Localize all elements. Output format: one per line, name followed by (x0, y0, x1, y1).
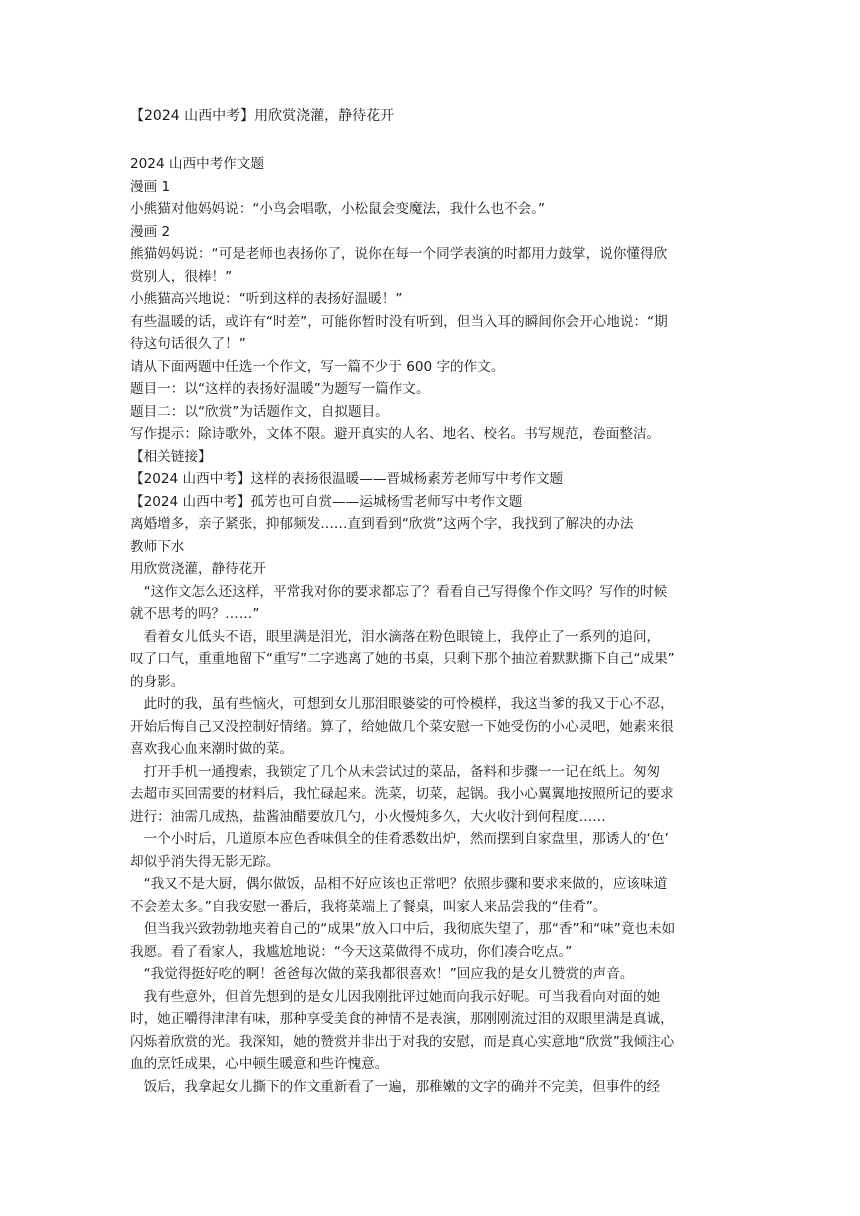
prompt-line: 赏别人，很棒！” (130, 268, 233, 285)
essay-line: 闪烁着欣赏的光。我深知，她的赞赏并非出于对我的安慰，而是真心实意地“欣赏”我倾注心 (130, 1033, 675, 1050)
essay-line: 但当我兴致勃勃地夹着自己的“成果”放入口中后，我彻底失望了，那“香”和“味”竟也未如 (130, 921, 676, 937)
essay-line: 我愿。看了看家人，我尴尬地说：“今天这菜做得不成功，你们凑合吃点。” (130, 943, 573, 960)
prompt-line: 题目二：以“欣赏”为话题作文，自拟题目。 (130, 403, 389, 420)
essay-line: 饭后，我拿起女儿撕下的作文重新看了一遍，那稚嫩的文字的确并不完美，但事件的经 (130, 1078, 661, 1095)
essay-line: 不会差太多。”自我安慰一番后，我将菜端上了餐桌，叫家人来品尝我的“佳肴”。 (130, 898, 607, 915)
essay-line: 此时的我，虽有些恼火，可想到女儿那泪眼婆娑的可怜模样，我这当爹的我又于心不忍， (130, 696, 674, 712)
essay-line: “我又不是大厨，偶尔做饭，品相不好应该也正常吧？依照步骤和要求来做的，应该味道 (130, 876, 668, 892)
essay-line: 一个小时后，几道原本应色香味俱全的佳肴悉数出炉，然而摆到自家盘里，那诱人的‘色’ (130, 831, 669, 847)
essay-line: “我觉得挺好吃的啊！爸爸每次做的菜我都很喜欢！”回应我的是女儿赞赏的声音。 (130, 966, 634, 982)
related-link[interactable]: 离婚增多，亲子紧张，抑郁频发……直到看到“欣赏”这两个字，我找到了解决的办法 (130, 516, 634, 532)
essay-body (130, 581, 735, 1099)
prompt-line: 请从下面两题中任选一个作文，写一篇不少于 600 字的作文。 (130, 358, 505, 375)
essay-line: 叹了口气，重重地留下“重写”二字逃离了她的书桌，只剩下那个抽泣着默默撕下自己“成果” (130, 651, 675, 667)
related-links-heading: 【相关链接】 (130, 448, 212, 465)
prompt-section (130, 153, 735, 581)
prompt-line: 有些温暖的话，或许有“时差”，可能你暂时没有听到，但当入耳的瞬间你会开心地说：“期 (130, 313, 668, 330)
essay-line: 看着女儿低头不语，眼里满是泪光，泪水滴落在粉色眼镜上，我停止了一系列的追问， (130, 628, 661, 645)
essay-line: 去超市买回需要的材料后，我忙碌起来。洗菜，切菜，起锅。我小心翼翼地按照所记的要求 (130, 786, 674, 802)
essay-title: 用欣赏浇灌，静待花开 (130, 561, 266, 577)
related-link[interactable]: 【2024 山西中考】孤芳也可自赏——运城杨雪老师写中考作文题 (130, 493, 523, 510)
essay-line: 开始后悔自己又没控制好情绪。算了，给她做几个菜安慰一下她受伤的小心灵吧，她素来很 (130, 718, 674, 735)
essay-line: 打开手机一通搜索，我锁定了几个从未尝试过的菜品，备料和步骤一一记在纸上。匆匆 (130, 763, 661, 780)
prompt-line: 2024 山西中考作文题 (130, 156, 265, 172)
essay-line: 却似乎消失得无影无踪。 (130, 853, 280, 870)
prompt-line: 小熊猫高兴地说：“听到这样的表扬好温暖！” (130, 291, 403, 307)
essay-line: 进行：油需几成热，盐酱油醋要放几勺，小火慢炖多久，大火收汁到何程度…… (130, 808, 606, 825)
essay-line: 血的烹饪成果，心中顿生暖意和些许愧意。 (130, 1056, 389, 1072)
essay-line: 就不思考的吗？……” (130, 606, 260, 622)
essay-line: “这作文怎么还这样，平常我对你的要求都忘了？看看自己写得像个作文吗？写作的时候 (130, 583, 668, 600)
essay-line: 我有些意外，但首先想到的是女儿因我刚批评过她而向我示好呢。可当我看向对面的她 (130, 988, 661, 1005)
prompt-line: 小熊猫对他妈妈说：“小鸟会唱歌，小松鼠会变魔法，我什么也不会。” (130, 201, 546, 217)
article-title: 【2024 山西中考】用欣赏浇灌，静待花开 (130, 108, 395, 124)
essay-line: 的身影。 (130, 673, 185, 690)
prompt-line: 待这句话很久了！” (130, 336, 246, 352)
prompt-line: 写作提示：除诗歌外，文体不限。避开真实的人名、地名、校名。书写规范，卷面整洁。 (130, 426, 661, 442)
essay-line: 喜欢我心血来潮时做的菜。 (130, 741, 294, 757)
document-page (130, 105, 735, 1098)
prompt-line: 熊猫妈妈说：“可是老师也表扬你了，说你在每一个同学表演的时都用力鼓掌，说你懂得欣 (130, 246, 668, 262)
prompt-line: 题目一：以“这样的表扬好温暖”为题写一篇作文。 (130, 381, 430, 397)
prompt-line: 漫画 2 (130, 223, 171, 240)
section-label: 教师下水 (130, 538, 185, 555)
prompt-line: 漫画 1 (130, 178, 171, 195)
essay-line: 时，她正嚼得津津有味，那种享受美食的神情不是表演，那刚刚流过泪的双眼里满是真诚， (130, 1011, 674, 1027)
related-link[interactable]: 【2024 山西中考】这样的表扬很温暖——晋城杨素芳老师写中考作文题 (130, 471, 564, 487)
